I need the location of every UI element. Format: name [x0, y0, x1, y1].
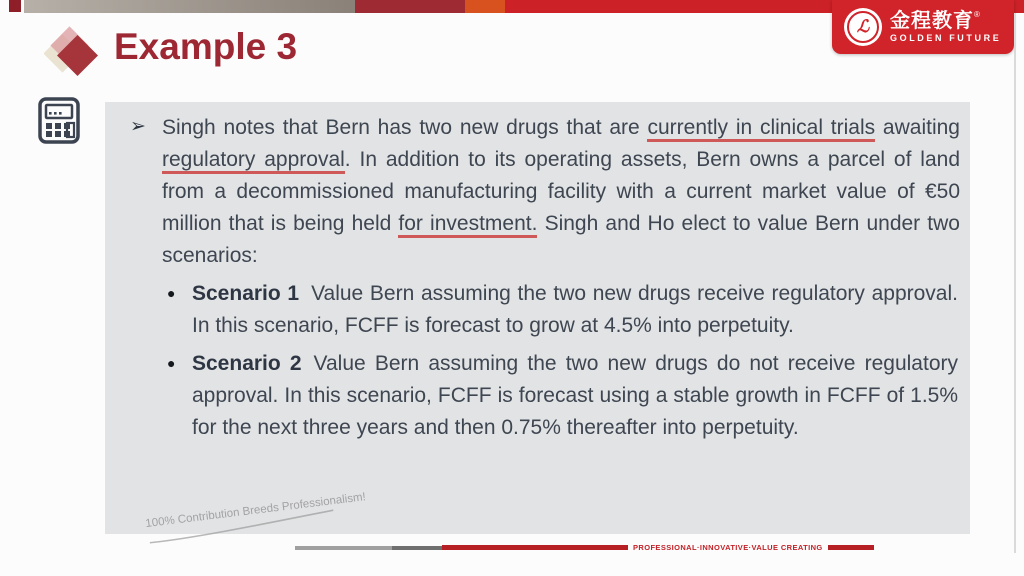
tagline-segment-red: [828, 545, 874, 550]
red-underlined-text: currently in clinical trials: [647, 116, 875, 142]
seal-monogram: ℒ: [847, 11, 879, 43]
scenario-item-1: [167, 278, 958, 342]
scenario-body: Value Bern assuming the two new drugs do not receive regulatory approval. In this scenario, FCFF is forecast using a stable growth in FCFF of 1.5% for the next three years and then 0.75% thereafter into perpetuity.: [192, 352, 958, 439]
red-underlined-text: regulatory approval: [162, 148, 345, 174]
brand-text: [890, 11, 1001, 43]
text-segment: Singh notes that Bern has two new drugs that are: [162, 116, 648, 139]
arrow-bullet-icon: ➢: [130, 116, 146, 137]
bar-segment-orange: [465, 0, 505, 13]
bar-accent-square: [9, 0, 21, 12]
brand-seal-icon: [844, 8, 882, 46]
bar-segment: [0, 0, 9, 13]
scenario-label: Scenario 1: [192, 282, 300, 305]
scenario-body: Value Bern assuming the two new drugs receive regulatory approval. In this scenario, FCFF is forecast to grow at 4.5% into perpetuity.: [192, 282, 958, 337]
text-segment: awaiting: [875, 116, 960, 139]
dot-bullet-icon: ●: [167, 355, 176, 371]
watermark-text: 100% Contribution Breeds Professionalism!: [144, 491, 367, 531]
intro-paragraph: [162, 112, 960, 272]
text-segment: Singh and Ho elect to value Bern under two scenarios:: [162, 212, 960, 267]
registered-mark: ®: [974, 10, 980, 19]
brand-logo: [832, 0, 1014, 54]
brand-name-en: GOLDEN FUTURE: [890, 33, 1002, 43]
red-underlined-text: for investment.: [398, 212, 537, 238]
tagline-segment-red: [442, 545, 628, 550]
text-segment: . In addition to its operating assets, Bern owns a parcel of land from a decommissioned manufacturing facility with a current market value of €50 million that is being held: [162, 148, 960, 235]
page-title: Example 3: [114, 26, 298, 67]
scenario-text: [192, 278, 958, 342]
dot-bullet-icon: ●: [167, 285, 176, 301]
calculator-icon: [36, 96, 82, 146]
scenario-text: [192, 348, 958, 444]
tagline-segment-gray: [295, 546, 392, 550]
bar-segment-gray: [24, 0, 355, 13]
main-bullet-block: [130, 112, 960, 272]
footer-tagline-bar: [295, 543, 874, 552]
content-panel: [105, 102, 970, 534]
diamond-icon: [44, 24, 108, 84]
tagline-text: PROFESSIONAL·INNOVATIVE·VALUE CREATING: [633, 543, 823, 552]
tagline-segment-darkgray: [392, 546, 442, 550]
slide-right-edge-line: [1014, 13, 1016, 553]
brand-name-cn: 金程教育: [890, 10, 974, 32]
scenario-label: Scenario 2: [192, 352, 302, 375]
scenario-item-2: [167, 348, 958, 444]
bar-segment-darkred: [355, 0, 465, 13]
